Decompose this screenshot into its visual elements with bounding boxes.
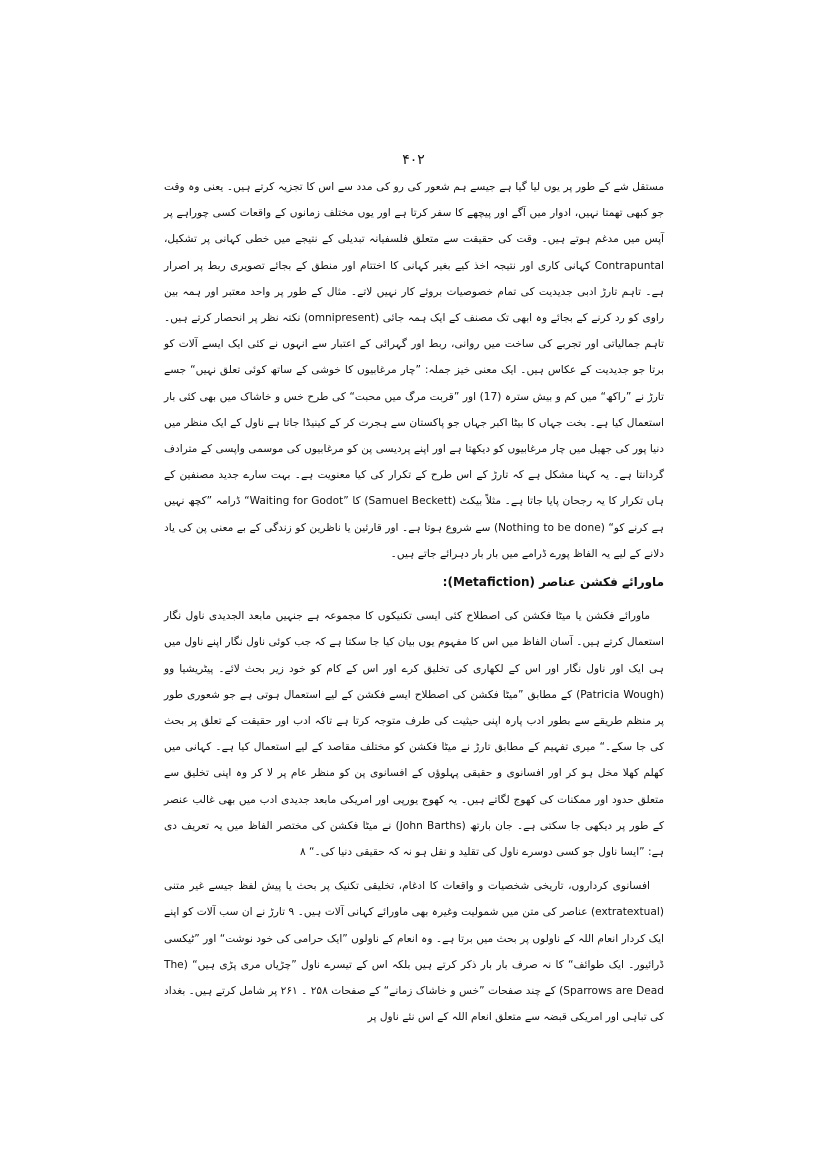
page-content — [164, 174, 664, 1031]
paragraph-3: افسانوی کرداروں، تاریخی شخصیات و واقعات کا ادغام، تخلیقی تکنیک پر بحث یا پیش لفظ جیسے غیر متنی (extratextual) عناصر کی متن میں شمولیت وغیرہ بھی ماورائے کہانی آلات ہیں۔ ۹ تارڑ نے ان سب آلات کو اپنے ایک کردار انعام اللہ کے ناولوں پر بحث میں برتا ہے۔ وہ انعام کے ناولوں ”ایک حرامی کی خود نوشت“ اور ”ٹیکسی ڈرائیور۔ ایک طوائف“ کا نہ صرف بار بار ذکر کرتے ہیں بلکہ اس کے تیسرے ناول ”چڑیاں مری پڑی ہیں“ (The Sparrows are Dead) کے چند صفحات ”خس و خاشاک زمانے“ کے صفحات ۲۵۸ ۔ ۲۶۱ پر شامل کرتے ہیں۔ بغداد کی تباہی اور امریکی قبضہ سے متعلق انعام اللہ کے اس نئے ناول پر — [164, 880, 665, 1024]
paragraph-1: مستقل شے کے طور پر یوں لیا گیا ہے جیسے ہم شعور کی رو کی مدد سے اس کا تجزیہ کرتے ہیں۔ یعنی وہ وقت جو کبھی تھمتا نہیں، ادوار میں آگے اور پیچھے کا سفر کرتا ہے اور یوں مختلف زمانوں کے واقعات کسی چوراہے پر آپس میں مدغم ہوتے ہیں۔ وقت کی حقیقت سے متعلق فلسفیانہ تبدیلی کے نتیجے میں خطی کہانی پر تشکیل، Contrapuntal کہانی کاری اور نتیجہ اخذ کیے بغیر کہانی کا اختتام اور منطق کے بجائے تصویری ربط پر اصرار ہے۔ تاہم تارڑ ادبی جدیدیت کی تمام خصوصیات بروئے کار نہیں لاتے۔ مثال کے طور پر واحد معتبر اور ہمہ بین راوی کو رد کرنے کے بجائے وہ ابھی تک مصنف کے ایک ہمہ جائی (omnipresent) نکتہ نظر پر انحصار کرتے ہیں۔ تاہم جمالیاتی اور تجربے کی ساخت میں روانی، ربط اور گہرائی کے اعتبار سے انہوں نے کئی ایک ایسے آلات کو برتا جو جدیدیت کے عکاس ہیں۔ ایک معنی خیز جملہ: ”چار مرغابیوں کا خوشی کے ساتھ کوئی تعلق نہیں“ جسے تارڑ نے ”راکھ“ میں کم و بیش سترہ (17) اور ”قربت مرگ میں محبت“ کی طرح خس و خاشاک میں بھی کئی بار استعمال کیا ہے۔ بخت جہاں کا بیٹا اکبر جہاں جو پاکستان سے ہجرت کر کے کینیڈا جاتا ہے ناول کے ایک منظر میں دنیا پور کی جھیل میں چار مرغابیوں کو دیکھتا ہے اور اپنے پردیسی پن کو مرغابیوں کی موسمی واپسی کے مترادف گردانتا ہے۔ یہ کہنا مشکل ہے کہ تارڑ کے اس طرح کے تکرار کی کیا معنویت ہے۔ بہت سارے جدید مصنفین کے ہاں تکرار کا یہ رجحان پایا جاتا ہے۔ مثلاً بیکٹ (Samuel Beckett) کا ”Waiting for Godot“ ڈرامہ ”کچھ نہیں ہے کرنے کو“ (Nothing to be done) سے شروع ہوتا ہے۔ اور قارئین یا ناظرین کو زندگی کے بے معنی پن کی یاد دلانے کے لیے یہ الفاظ پورے ڈرامے میں بار بار دہرائے جاتے ہیں۔ — [164, 181, 664, 560]
paragraph-gap — [164, 865, 664, 873]
paragraph-2: ماورائے فکشن یا میٹا فکشن کی اصطلاح کئی ایسی تکنیکوں کا مجموعہ ہے جنہیں مابعد الجدیدی ناول نگار استعمال کرتے ہیں۔ آسان الفاظ میں اس کا مفہوم یوں بیان کیا جا سکتا ہے کہ جب کوئی ناول نگار اپنے ناول میں ہی ایک اور ناول نگار اور اس کے لکھاری کی تخلیق کرے اور اس کے کام کو خود زیر بحث لائے۔ پیٹریشیا وو (Patricia Wough) کے مطابق ”میٹا فکشن کی اصطلاح ایسے فکشن کے لیے استعمال ہوتی ہے جو شعوری طور پر منظم طریقے سے بطور ادب پارہ اپنی حیثیت کی طرف متوجہ کرتا ہے تاکہ ادب اور حقیقت کے تعلق پر بحث کی جا سکے۔“ میری تفہیم کے مطابق تارڑ نے میٹا فکشن کو مختلف مقاصد کے لیے استعمال کیا ہے۔ کہانی میں کھلم کھلا مخل ہو کر اور افسانوی و حقیقی پہلوؤں کے افسانوی پن کو منظر عام پر لا کر وہ اپنی تخلیق سے متعلق حدود اور ممکنات کی کھوج لگاتے ہیں۔ یہ کھوج یورپی اور امریکی مابعد جدیدی ادب میں بھی غالب عنصر کے طور پر دیکھی جا سکتی ہے۔ جان بارتھ (John Barths) نے میٹا فکشن کی مختصر الفاظ میں یہ تعریف دی ہے: ”ایسا ناول جو کسی دوسرے ناول کی تقلید و نقل ہو نہ کہ حقیقی دنیا کی۔“ ۸ — [164, 610, 665, 859]
page-number: ۴۰۲ — [402, 152, 425, 168]
section-heading: ماورائے فکشن عناصر (Metafiction): — [442, 575, 664, 590]
